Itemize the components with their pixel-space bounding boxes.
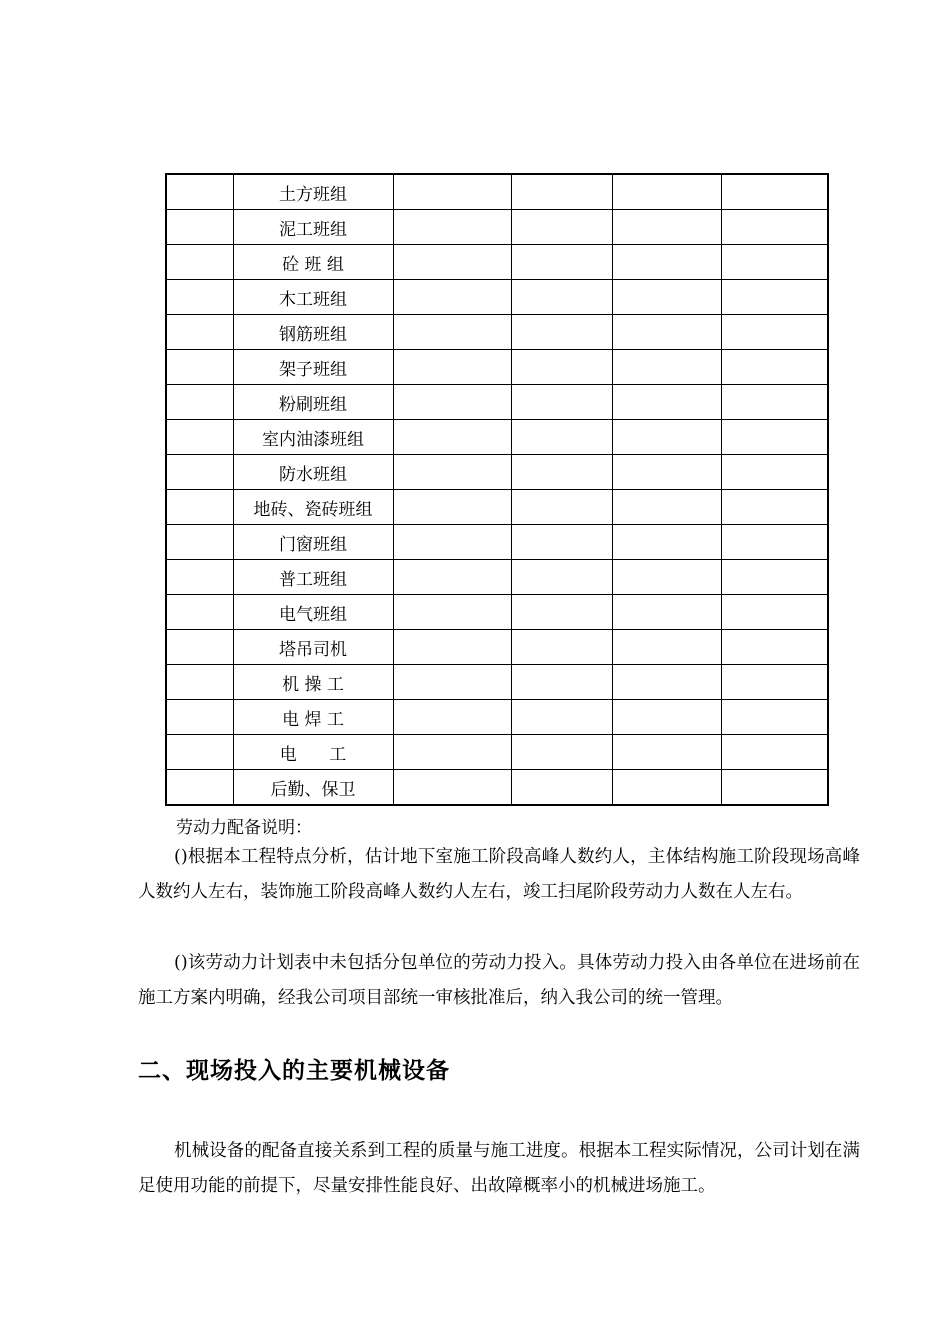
empty-cell [612,770,721,806]
empty-cell [166,210,233,245]
empty-cell [393,490,511,525]
team-name-cell: 砼 班 组 [233,245,393,280]
table-row [166,595,828,630]
team-name-cell: 室内油漆班组 [233,420,393,455]
empty-cell [166,385,233,420]
empty-cell [612,525,721,560]
empty-cell [166,174,233,210]
table-row [166,770,828,806]
empty-cell [721,770,828,806]
empty-cell [393,735,511,770]
table-row [166,350,828,385]
team-name-cell: 电气班组 [233,595,393,630]
empty-cell [166,770,233,806]
empty-cell [721,385,828,420]
team-name-cell: 木工班组 [233,280,393,315]
team-name-cell: 后勤、保卫 [233,770,393,806]
team-name-cell: 架子班组 [233,350,393,385]
team-name-cell: 地砖、瓷砖班组 [233,490,393,525]
empty-cell [721,630,828,665]
empty-cell [511,210,612,245]
empty-cell [393,770,511,806]
empty-cell [166,700,233,735]
empty-cell [393,315,511,350]
empty-cell [721,700,828,735]
empty-cell [612,245,721,280]
empty-cell [721,525,828,560]
empty-cell [166,665,233,700]
table-row [166,665,828,700]
empty-cell [393,245,511,280]
empty-cell [511,174,612,210]
empty-cell [612,210,721,245]
empty-cell [393,350,511,385]
team-name-cell: 普工班组 [233,560,393,595]
empty-cell [612,735,721,770]
section-paragraph: 机械设备的配备直接关系到工程的质量与施工进度。根据本工程实际情况，公司计划在满足使用功能的前提下，尽量安排性能良好、出故障概率小的机械进场施工。 [138,1141,860,1196]
section-heading: 二、现场投入的主要机械设备 [138,1058,450,1084]
empty-cell [612,630,721,665]
empty-cell [166,525,233,560]
table-row [166,420,828,455]
empty-cell [511,735,612,770]
team-name-cell: 电 焊 工 [233,700,393,735]
empty-cell [166,630,233,665]
empty-cell [166,455,233,490]
empty-cell [721,174,828,210]
empty-cell [511,315,612,350]
empty-cell [721,350,828,385]
empty-cell [166,350,233,385]
empty-cell [721,280,828,315]
table-row [166,280,828,315]
empty-cell [166,420,233,455]
empty-cell [721,595,828,630]
empty-cell [511,700,612,735]
empty-cell [612,560,721,595]
table-row [166,700,828,735]
team-name-cell: 防水班组 [233,455,393,490]
labor-plan-table [165,173,829,806]
empty-cell [612,385,721,420]
empty-cell [612,315,721,350]
team-name-cell: 粉刷班组 [233,385,393,420]
empty-cell [721,455,828,490]
empty-cell [721,665,828,700]
table-row [166,490,828,525]
empty-cell [612,455,721,490]
table-row [166,455,828,490]
empty-cell [612,595,721,630]
table-row [166,525,828,560]
labor-table-body [166,174,828,805]
empty-cell [511,630,612,665]
empty-cell [166,735,233,770]
empty-cell [511,385,612,420]
empty-cell [393,280,511,315]
empty-cell [393,455,511,490]
empty-cell [511,665,612,700]
team-name-cell: 钢筋班组 [233,315,393,350]
empty-cell [393,385,511,420]
team-name-cell: 机 操 工 [233,665,393,700]
table-row [166,315,828,350]
empty-cell [511,490,612,525]
empty-cell [393,420,511,455]
empty-cell [393,210,511,245]
empty-cell [721,560,828,595]
empty-cell [166,315,233,350]
team-name-cell: 泥工班组 [233,210,393,245]
empty-cell [721,735,828,770]
empty-cell [612,280,721,315]
empty-cell [393,560,511,595]
empty-cell [511,280,612,315]
empty-cell [166,245,233,280]
empty-cell [393,595,511,630]
empty-cell [511,455,612,490]
table-row [166,385,828,420]
team-name-cell: 门窗班组 [233,525,393,560]
empty-cell [612,420,721,455]
table-row [166,245,828,280]
empty-cell [721,490,828,525]
team-name-cell: 塔吊司机 [233,630,393,665]
empty-cell [393,174,511,210]
empty-cell [511,770,612,806]
empty-cell [511,350,612,385]
empty-cell [511,420,612,455]
table-row [166,210,828,245]
team-name-cell: 电 工 [233,735,393,770]
empty-cell [393,665,511,700]
labor-notes-paragraph-1: ()根据本工程特点分析，估计地下室施工阶段高峰人数约人，主体结构施工阶段现场高峰人数约人左右，装饰施工阶段高峰人数约人左右，竣工扫尾阶段劳动力人数在人左右。 [138,847,860,902]
empty-cell [393,700,511,735]
empty-cell [393,525,511,560]
empty-cell [612,350,721,385]
table-row [166,630,828,665]
empty-cell [612,490,721,525]
empty-cell [612,174,721,210]
table-row [166,735,828,770]
empty-cell [511,525,612,560]
empty-cell [166,490,233,525]
empty-cell [511,595,612,630]
labor-notes-title: 劳动力配备说明： [176,818,312,838]
empty-cell [612,700,721,735]
empty-cell [166,595,233,630]
empty-cell [721,210,828,245]
empty-cell [511,560,612,595]
empty-cell [166,280,233,315]
table-row [166,560,828,595]
empty-cell [393,630,511,665]
empty-cell [721,420,828,455]
empty-cell [166,560,233,595]
empty-cell [721,315,828,350]
empty-cell [511,245,612,280]
empty-cell [612,665,721,700]
empty-cell [721,245,828,280]
team-name-cell: 土方班组 [233,174,393,210]
labor-notes-paragraph-2: ()该劳动力计划表中未包括分包单位的劳动力投入。具体劳动力投入由各单位在进场前在施工方案内明确，经我公司项目部统一审核批准后，纳入我公司的统一管理。 [138,953,860,1008]
table-row [166,174,828,210]
